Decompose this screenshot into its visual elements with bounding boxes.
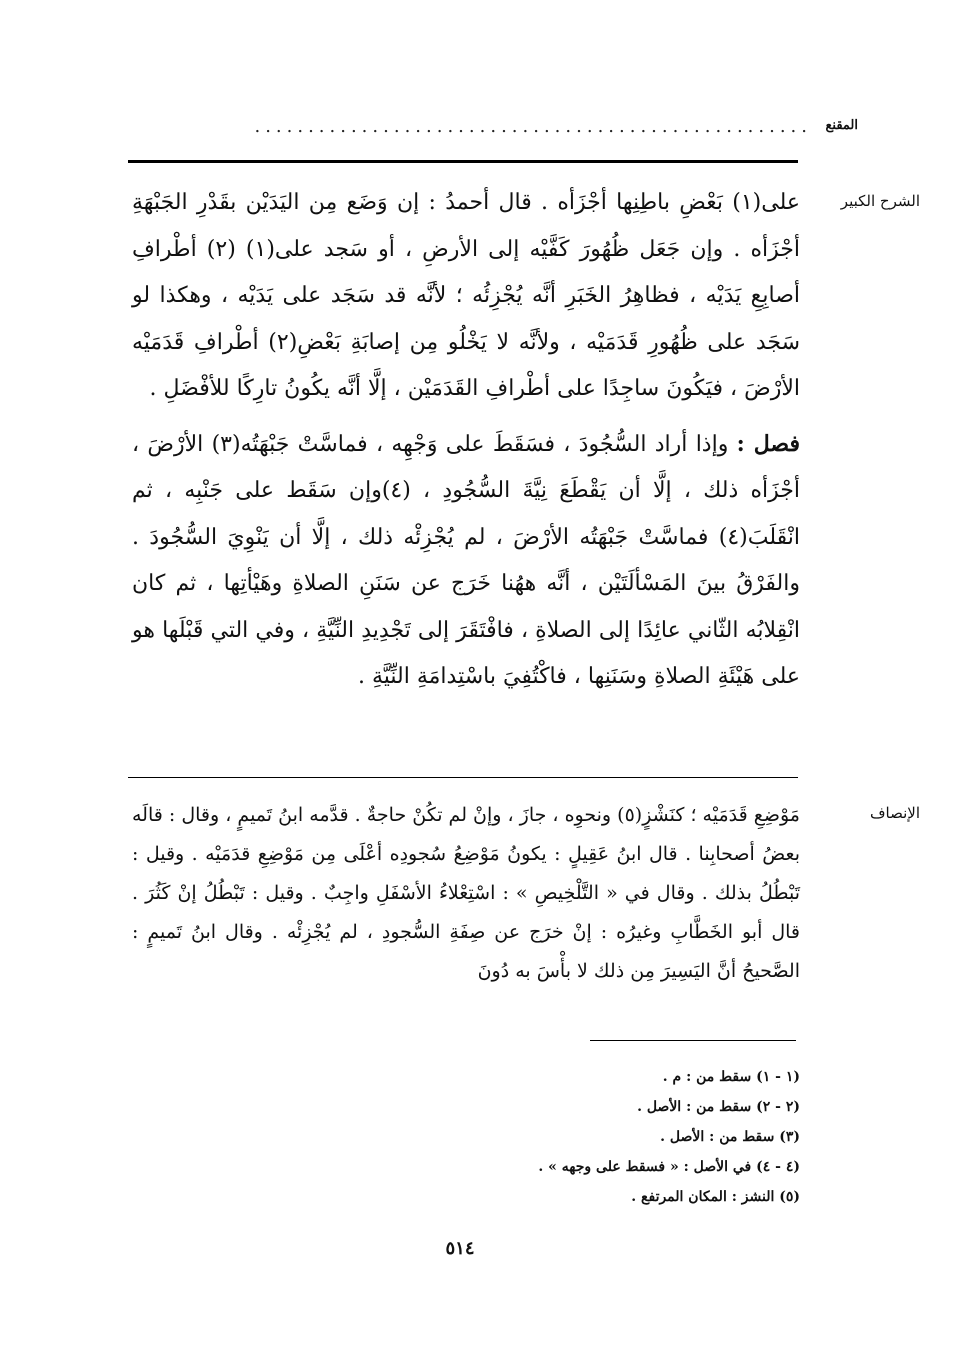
- footnotes-list: [400, 1062, 800, 1212]
- footnote: (١ - ١) سقط من : م .: [662, 1069, 800, 1085]
- footnote: (٣) سقط من : الأصل .: [660, 1129, 800, 1145]
- fasl-heading: فصل :: [736, 430, 800, 457]
- sharh-text-block: [132, 180, 800, 701]
- footnote: (٤ - ٤) في الأصل : « فسقط على وجهه » .: [538, 1159, 800, 1175]
- insaf-paragraph: مَوْضِعِ قَدَمَيْه ؛ كنَشْزٍ(٥) ونحوِه ، جازَ ، وإنْ لم تكُنْ حاجةٌ . قدَّمه ابنُ تَميمٍ ، وقال : قالَه بعضُ أصحابِنا . قال ابنُ عَقِيلٍ : يكونُ مَوْضِعُ سُجودِه أعْلَى مِن مَوْضِعِ قدَمَيْه . وقيل : تَبْطُلُ بذلك . وقال في « التَّلْخِيصِ » : اسْتِعْلاءُ الأسْفَلِ واجِبٌ . وقيل : تَبْطُلُ إنْ كَثُرَ . قال أبو الخَطَّابِ وغيرُه : إنْ خرَج عن صِفَةِ السُّجودِ ، لم يُجْزِئْه . وقال ابنُ تَميمٍ : الصَّحيحُ أنَّ اليَسِيرَ مِن ذلك لا بأْسَ به دُونَ: [132, 804, 800, 982]
- footnote: (٥) النشز : المكان المرتفع .: [631, 1189, 800, 1205]
- section-label-insaf: الإنصاف: [869, 804, 920, 822]
- sharh-paragraph-2: [132, 421, 800, 701]
- page-number: ٥١٤: [445, 1238, 475, 1259]
- header-dot-leader: ....................................................: [254, 116, 812, 137]
- insaf-text-block: [132, 796, 800, 991]
- footnote-rule: [590, 1040, 796, 1041]
- section-divider: [128, 777, 798, 778]
- sharh-paragraph-1: على(١) بَعْضِ باطِنِها أجْزَأه . قال أحمدُ : إن وَضَع مِن اليَدَيْن بقَدْرِ الجَبْهَةِ أجْزَأه . وإن جَعَل ظُهُورَ كَفَّيْه إلى الأرضِ ، أو سَجد على(١) (٢) أطْرافِ أصابِعِ يَدَيْه ، فظاهِرُ الخَبَرِ أنَّه يُجْزِئُه ؛ لأنَّه قد سَجَد على يَدَيْه ، وهكذا لو سَجَد على ظُهُورِ قَدَمَيْه ، ولأنَّه لا يَخْلُو مِن إصابَةِ بَعْضِ(٢) أطْرافِ قَدَمَيْه الأرْضَ ، فيَكُونَ ساجِدًا على أطْرافِ القَدَمَيْن ، إلَّا أنَّه يكُونُ تارِكًا للأفْضَلِ .: [132, 190, 800, 401]
- header-rule: [128, 160, 798, 163]
- footnote: (٢ - ٢) سقط من : الأصل .: [637, 1099, 800, 1115]
- running-header-title: المقنع: [825, 118, 858, 133]
- section-label-sharh: الشرح الكبير: [840, 192, 920, 210]
- fasl-body: وإذا أراد السُّجُودَ ، فسَقَطَ على وَجْهِه ، فماسَّتْ جَبْهَتُه(٣) الأرْضَ ، أجْزَأه ذلك ، إلَّا أن يَقْطَعَ نِيَّةَ السُّجُودِ ، (٤)وإن سَقَط على جَنْبِه ، ثم انْقَلَبَ(٤) فماسَّتْ جَبْهَتُه الأرْضَ ، لم يُجْزِئْه ذلك ، إلَّا أن يَنْوِيَ السُّجُودَ . والفَرْقُ بينَ المَسْألَتَيْن ، أنَّه ههُنا خَرَج عن سَنَنِ الصلاةِ وهَيْأتِها ، ثم كان انْقِلابُه الثّاني عائِدًا إلى الصلاةِ ، فافْتَقَرَ إلى تَجْدِيدِ النِّيَّةِ ، وفي التي قَبْلَها هو على هَيْئَةِ الصلاةِ وسَنَنِها ، فاكْتُفِيَ باسْتِدامَةِ النِّيَّةِ .: [132, 431, 800, 689]
